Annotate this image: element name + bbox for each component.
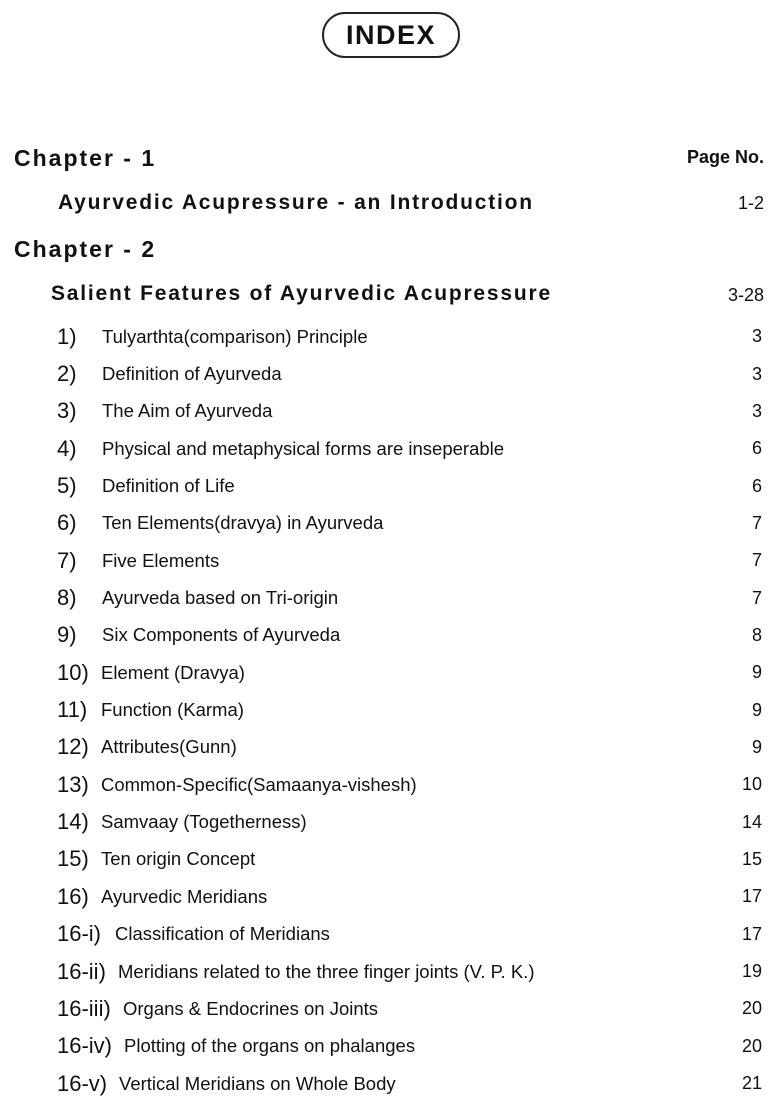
chapter-1-label: Chapter - 1 bbox=[14, 145, 157, 171]
toc-entry-number: 12) bbox=[57, 734, 89, 760]
toc-entry-label: Physical and metaphysical forms are inseperable bbox=[102, 437, 505, 459]
chapter-2-page: 3-28 bbox=[727, 285, 764, 305]
toc-entry bbox=[0, 953, 780, 990]
toc-entry bbox=[0, 729, 780, 766]
toc-entry bbox=[0, 878, 780, 915]
toc-entry-page: 3 bbox=[751, 326, 762, 347]
toc-entry bbox=[0, 916, 780, 953]
toc-entry bbox=[0, 617, 780, 654]
toc-entry bbox=[0, 579, 780, 616]
toc-entry-page: 10 bbox=[741, 774, 762, 795]
toc-entry-page: 20 bbox=[741, 1035, 762, 1056]
toc-list bbox=[0, 318, 780, 1102]
toc-entry-label: Ten origin Concept bbox=[101, 848, 256, 870]
toc-entry-label: Classification of Meridians bbox=[115, 923, 330, 945]
toc-entry-number: 2) bbox=[57, 361, 77, 387]
page-no-header: Page No. bbox=[686, 147, 764, 167]
toc-entry-page: 8 bbox=[751, 624, 762, 645]
toc-entry bbox=[0, 803, 780, 840]
toc-entry-label: Plotting of the organs on phalanges bbox=[124, 1035, 416, 1057]
chapter-2-label: Chapter - 2 bbox=[14, 236, 157, 262]
toc-entry-number: 16-iv) bbox=[57, 1033, 113, 1059]
toc-entry bbox=[0, 841, 780, 878]
toc-entry-number: 13) bbox=[57, 771, 89, 797]
toc-entry-page: 7 bbox=[751, 550, 762, 571]
toc-entry-page: 9 bbox=[751, 662, 762, 683]
toc-entry-label: Definition of Life bbox=[102, 475, 235, 497]
index-title: INDEX bbox=[322, 12, 460, 58]
toc-entry-label: Function (Karma) bbox=[101, 699, 244, 721]
toc-entry bbox=[0, 691, 780, 728]
toc-entry bbox=[0, 766, 780, 803]
toc-entry-label: The Aim of Ayurveda bbox=[102, 400, 273, 422]
toc-entry-label: Ayurvedic Meridians bbox=[101, 885, 268, 907]
toc-entry-number: 11) bbox=[57, 697, 88, 723]
toc-entry bbox=[0, 355, 780, 392]
toc-entry-label: Definition of Ayurveda bbox=[102, 363, 282, 385]
toc-entry-page: 20 bbox=[741, 998, 762, 1019]
toc-entry-number: 5) bbox=[57, 473, 77, 499]
chapter-2-title: Salient Features of Ayurvedic Acupressure bbox=[51, 282, 552, 305]
toc-entry-label: Ten Elements(dravya) in Ayurveda bbox=[102, 512, 384, 534]
toc-entry-page: 17 bbox=[741, 923, 762, 944]
toc-entry-page: 6 bbox=[751, 438, 762, 459]
toc-entry-number: 6) bbox=[57, 510, 77, 536]
toc-entry-number: 1) bbox=[57, 323, 77, 349]
toc-entry-number: 8) bbox=[57, 585, 77, 611]
toc-entry-page: 9 bbox=[751, 736, 762, 757]
toc-entry-label: Tulyarthta(comparison) Principle bbox=[102, 325, 368, 347]
toc-entry-number: 15) bbox=[57, 846, 89, 872]
chapter-1-title: Ayurvedic Acupressure - an Introduction bbox=[58, 191, 534, 214]
toc-entry-number: 3) bbox=[57, 398, 77, 424]
toc-entry-page: 6 bbox=[751, 475, 762, 496]
toc-entry-label: Organs & Endocrines on Joints bbox=[123, 997, 379, 1019]
toc-entry-number: 9) bbox=[57, 622, 77, 648]
toc-entry bbox=[0, 1065, 780, 1102]
toc-entry-number: 16-iii) bbox=[57, 995, 111, 1021]
toc-entry-label: Five Elements bbox=[102, 549, 220, 571]
toc-entry-label: Samvaay (Togetherness) bbox=[101, 811, 307, 833]
toc-entry bbox=[0, 654, 780, 691]
toc-entry-page: 7 bbox=[751, 512, 762, 533]
toc-entry bbox=[0, 505, 780, 542]
toc-entry-number: 7) bbox=[57, 547, 77, 573]
toc-entry-page: 7 bbox=[751, 587, 762, 608]
toc-entry-page: 21 bbox=[741, 1073, 762, 1094]
toc-entry-label: Common-Specific(Samaanya-vishesh) bbox=[101, 773, 417, 795]
toc-entry bbox=[0, 1028, 780, 1065]
toc-entry bbox=[0, 393, 780, 430]
chapter-1-page: 1-2 bbox=[737, 193, 764, 213]
toc-entry bbox=[0, 430, 780, 467]
toc-entry-page: 3 bbox=[751, 363, 762, 384]
toc-entry-page: 19 bbox=[741, 961, 762, 982]
toc-entry-number: 4) bbox=[57, 435, 77, 461]
toc-entry-number: 16) bbox=[57, 883, 89, 909]
toc-entry-number: 16-i) bbox=[57, 921, 102, 947]
toc-entry-page: 3 bbox=[751, 400, 762, 421]
toc-entry-label: Meridians related to the three finger joints (V. P. K.) bbox=[118, 960, 535, 982]
toc-entry bbox=[0, 542, 780, 579]
toc-entry-number: 16-v) bbox=[57, 1070, 108, 1096]
toc-entry-label: Vertical Meridians on Whole Body bbox=[119, 1072, 396, 1094]
toc-entry-page: 17 bbox=[741, 886, 762, 907]
toc-entry-label: Element (Dravya) bbox=[101, 661, 245, 683]
toc-entry-number: 16-ii) bbox=[57, 958, 106, 984]
toc-entry bbox=[0, 990, 780, 1027]
toc-entry-page: 9 bbox=[751, 699, 762, 720]
toc-entry-number: 14) bbox=[57, 809, 89, 835]
toc-entry bbox=[0, 467, 780, 504]
toc-entry-label: Six Components of Ayurveda bbox=[102, 624, 341, 646]
toc-entry-number: 10) bbox=[57, 659, 89, 685]
toc-entry-page: 14 bbox=[741, 811, 762, 832]
toc-entry-label: Attributes(Gunn) bbox=[101, 736, 237, 758]
toc-entry-label: Ayurveda based on Tri-origin bbox=[102, 587, 339, 609]
toc-entry bbox=[0, 318, 780, 355]
toc-entry-page: 15 bbox=[741, 848, 762, 869]
